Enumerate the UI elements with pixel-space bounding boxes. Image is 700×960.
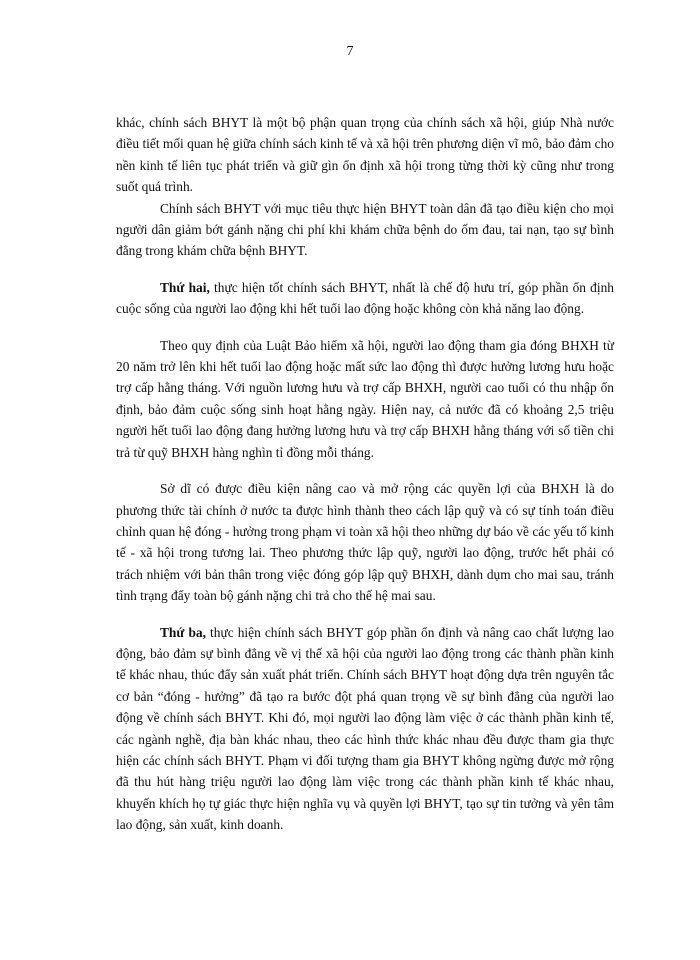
- paragraph-second-point: [116, 277, 614, 320]
- paragraph-continuation: [116, 112, 614, 198]
- paragraph-text: Theo quy định của Luật Bảo hiểm xã hội, người lao động tham gia đóng BHXH từ 20 năm trở lên khi hết tuổi lao động hoặc mất sức lao động thì được hưởng lương hưu hoặc trợ cấp hằng tháng. Với nguồn lương hưu và trợ cấp BHXH, người cao tuổi có thu nhập ổn định, bảo đảm cuộc sống sinh hoạt hằng ngày. Hiện nay, cả nước đã có khoảng 2,5 triệu người hết tuổi lao động đang hưởng lương hưu và trợ cấp BHXH hằng tháng với số tiền chi trả từ quỹ BHXH hàng nghìn tỉ đồng mỗi tháng.: [116, 337, 614, 460]
- paragraph-text: thực hiện tốt chính sách BHYT, nhất là chế độ hưu trí, góp phần ổn định cuộc sống của người lao động khi hết tuổi lao động hoặc không còn khả năng lao động.: [116, 279, 614, 317]
- page-number: 7: [346, 44, 354, 59]
- paragraph-lead: Thứ ba,: [160, 624, 206, 640]
- document-body: [116, 112, 614, 836]
- paragraph-text: Chính sách BHYT với mục tiêu thực hiện BHYT toàn dân đã tạo điều kiện cho mọi người dân giảm bớt gánh nặng chi phí khi khám chữa bệnh do ốm đau, tai nạn, tạo sự bình đẳng trong khám chữa bệnh BHYT.: [116, 200, 614, 259]
- paragraph-third-point: [116, 622, 614, 836]
- paragraph-bhyt-goal: [116, 198, 614, 262]
- paragraph-text: Sở dĩ có được điều kiện nâng cao và mở rộng các quyền lợi của BHXH là do phương thức tài chính ở nước ta được hình thành theo cách lập quỹ và có sự tính toán điều chỉnh quan hệ đóng - hưởng trong phạm vi toàn xã hội theo những dự báo về các yếu tố kinh tế - xã hội trong tương lai. Theo phương thức lập quỹ, người lao động, trước hết phải có trách nhiệm với bản thân trong việc đóng góp lập quỹ BHXH, dành dụm cho mai sau, tránh tình trạng đẩy toàn bộ gánh nặng chi trả cho thế hệ mai sau.: [116, 481, 614, 604]
- paragraph-fund: [116, 478, 614, 606]
- paragraph-text: thực hiện chính sách BHYT góp phần ổn định và nâng cao chất lượng lao động, bảo đảm sự bình đẳng về vị thế xã hội của người lao động trong các thành phần kinh tế khác nhau, thúc đẩy sản xuất phát triển. Chính sách BHYT hoạt động dựa trên nguyên tắc cơ bản “đóng - hưởng” đã tạo ra bước đột phá quan trọng về sự bình đẳng của người lao động về chính sách BHYT. Khi đó, mọi người lao động làm việc ở các thành phần kinh tế, các ngành nghề, địa bàn khác nhau, theo các hình thức khác nhau đều được tham gia thực hiện các chính sách BHYT. Phạm vi đối tượng tham gia BHYT không ngừng được mở rộng đã thu hút hàng triệu người lao động làm việc trong các thành phần kinh tế khác nhau, khuyến khích họ tự giác thực hiện nghĩa vụ và quyền lợi BHYT, tạo sự tin tưởng và yên tâm lao động, sản xuất, kinh doanh.: [116, 624, 614, 833]
- paragraph-text: khác, chính sách BHYT là một bộ phận quan trọng của chính sách xã hội, giúp Nhà nước điều tiết mối quan hệ giữa chính sách kinh tế và xã hội trên phương diện vĩ mô, bảo đảm cho nền kinh tế liên tục phát triển và giữ gìn ổn định xã hội trong từng thời kỳ cũng như trong suốt quá trình.: [116, 115, 614, 195]
- paragraph-lead: Thứ hai,: [160, 279, 210, 295]
- paragraph-pension: [116, 335, 614, 463]
